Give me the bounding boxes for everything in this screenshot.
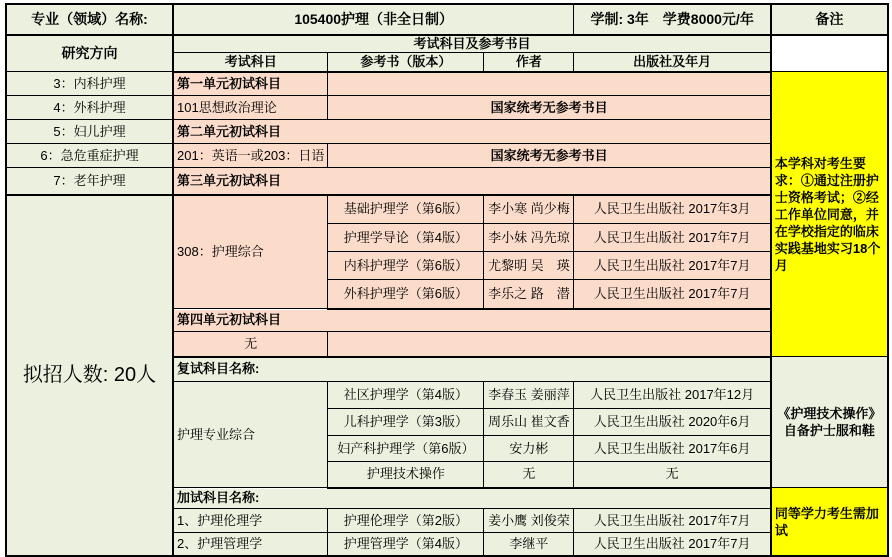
book-publisher-cell: 人民卫生出版社 2017年6月: [574, 436, 771, 462]
unit4-subject-cell: 无: [173, 332, 328, 357]
unit3-subject-cell: 308：护理综合: [173, 195, 328, 309]
national-exam-note: 国家统考无参考书目: [328, 144, 771, 168]
program-code-title: 105400护理（非全日制）: [173, 4, 574, 35]
reference-book-col-header: 参考书（版本）: [328, 53, 484, 72]
book-author-cell: 尤黎明 吴 瑛: [484, 252, 574, 280]
book-author-cell: 李继平: [484, 533, 574, 556]
publisher-col-header: 出版社及年月: [574, 53, 771, 72]
book-author-cell: 周乐山 崔文香: [484, 409, 574, 436]
unit1-header-cell: 第一单元初试科目: [173, 72, 328, 96]
book-author-cell: 安力彬: [484, 436, 574, 462]
requirement-note: 本学科对考生要求：①通过注册护士资格考试；②经工作单位同意，并在学校指定的临床实践基地实习18个月: [771, 72, 888, 357]
remark-empty-cell: [771, 35, 888, 72]
book-title-cell: 基础护理学（第6版）: [328, 195, 484, 224]
unit3-header-cell: 第三单元初试科目: [173, 168, 771, 195]
remark-col-header: 备注: [771, 4, 888, 35]
exam-ref-header: 考试科目及参考书目: [173, 35, 771, 53]
research-direction-item: 5：妇儿护理: [6, 120, 173, 144]
book-author-cell: 李乐之 路 潜: [484, 280, 574, 309]
book-publisher-cell: 人民卫生出版社 2020年6月: [574, 409, 771, 436]
admissions-table: [5, 3, 889, 557]
book-author-cell: 李小妹 冯先琼: [484, 224, 574, 252]
additional-remark-note: 同等学力考生需加试: [771, 488, 888, 556]
book-title-cell: 社区护理学（第4版）: [328, 382, 484, 409]
book-title-cell: 妇产科护理学（第6版）: [328, 436, 484, 462]
book-publisher-cell: 人民卫生出版社 2017年7月: [574, 280, 771, 309]
enrollment-count-cell: 拟招人数: 20人: [6, 195, 173, 556]
research-direction-item: 4：外科护理: [6, 96, 173, 120]
additional-subject-cell: 1、护理伦理学: [173, 509, 328, 533]
unit1-subject-cell: 101思想政治理论: [173, 96, 328, 120]
exam-subject-col-header: 考试科目: [173, 53, 328, 72]
additional-subject-cell: 2、护理管理学: [173, 533, 328, 556]
book-title-cell: 护理技术操作: [328, 462, 484, 488]
duration-fee: 学制: 3年 学费8000元/年: [574, 4, 771, 35]
author-col-header: 作者: [484, 53, 574, 72]
book-title-cell: 护理管理学（第4版）: [328, 533, 484, 556]
unit4-header-cell: 第四单元初试科目: [173, 309, 771, 332]
empty-cell: [328, 72, 771, 96]
unit2-subject-cell: 201：英语一或203：日语: [173, 144, 328, 168]
book-publisher-cell: 无: [574, 462, 771, 488]
book-author-cell: 无: [484, 462, 574, 488]
book-publisher-cell: 人民卫生出版社 2017年7月: [574, 533, 771, 556]
book-publisher-cell: 人民卫生出版社 2017年7月: [574, 224, 771, 252]
book-publisher-cell: 人民卫生出版社 2017年12月: [574, 382, 771, 409]
book-title-cell: 护理学导论（第4版）: [328, 224, 484, 252]
research-direction-item: 3：内科护理: [6, 72, 173, 96]
retest-header-cell: 复试科目名称:: [173, 357, 771, 382]
additional-header-cell: 加试科目名称:: [173, 488, 771, 509]
book-publisher-cell: 人民卫生出版社 2017年7月: [574, 509, 771, 533]
book-author-cell: 李小寒 尚少梅: [484, 195, 574, 224]
research-direction-header: 研究方向: [6, 35, 173, 72]
retest-remark-note: 《护理技术操作》自备护士服和鞋: [771, 357, 888, 488]
book-title-cell: 外科护理学（第6版）: [328, 280, 484, 309]
book-publisher-cell: 人民卫生出版社 2017年7月: [574, 252, 771, 280]
research-direction-item: 7：老年护理: [6, 168, 173, 195]
program-field-label: 专业（领域）名称:: [6, 4, 173, 35]
book-author-cell: 姜小鹰 刘俊荣: [484, 509, 574, 533]
unit2-header-cell: 第二单元初试科目: [173, 120, 771, 144]
research-direction-item: 6：急危重症护理: [6, 144, 173, 168]
national-exam-note: 国家统考无参考书目: [328, 96, 771, 120]
book-author-cell: 李春玉 姜丽萍: [484, 382, 574, 409]
book-title-cell: 儿科护理学（第3版）: [328, 409, 484, 436]
book-publisher-cell: 人民卫生出版社 2017年3月: [574, 195, 771, 224]
book-title-cell: 护理伦理学（第2版）: [328, 509, 484, 533]
retest-subject-cell: 护理专业综合: [173, 382, 328, 488]
book-title-cell: 内科护理学（第6版）: [328, 252, 484, 280]
empty-cell: [328, 332, 771, 357]
